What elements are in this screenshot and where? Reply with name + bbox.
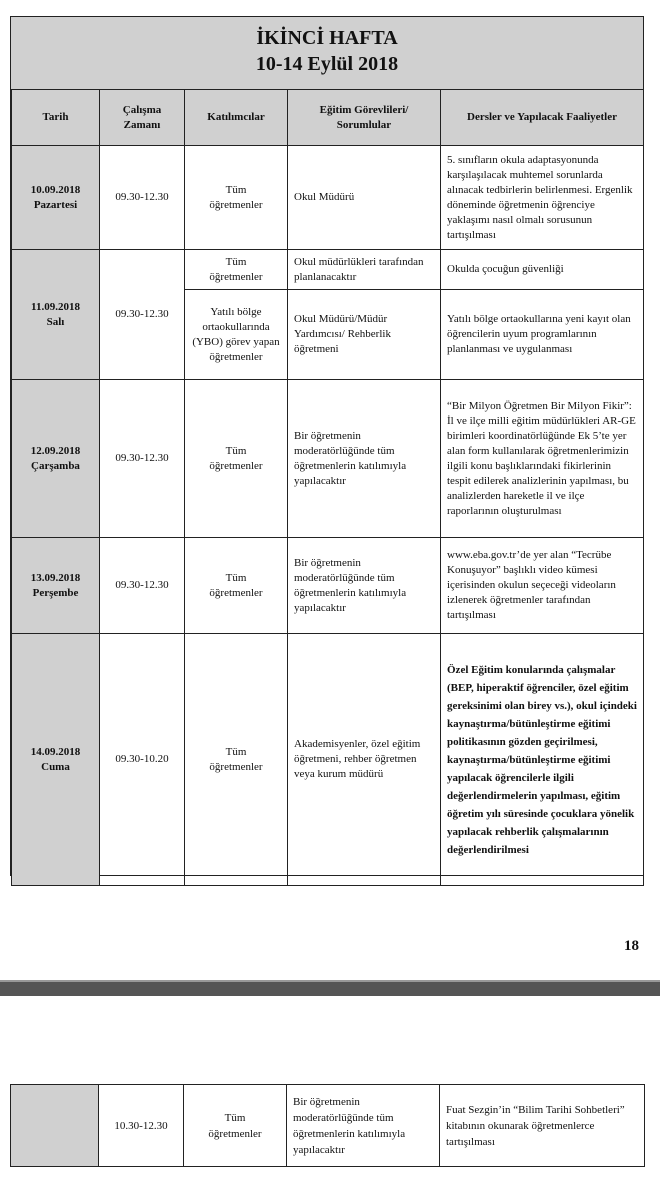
table-header-row	[12, 90, 644, 146]
row-responsible: Bir öğretmenin moderatörlüğünde tüm öğretmenlerin katılımıyla yapılacaktır	[287, 1085, 440, 1167]
row-activity: “Bir Milyon Öğretmen Bir Milyon Fikir”: İl ve ilçe milli eğitim müdürlükleri AR-GE birimleri koordinatörlüğünde Ek 5’te yer alan form kullanılarak öğretmenlerimizin ilgili konu başlıklarındaki fikirlerinin tespit edilerek analizlerinin yapılması, bu analizlerden hareketle il ve ilçe raporlarının oluşturulması	[441, 380, 644, 538]
col-header-time: Çalışma Zamanı	[100, 90, 185, 146]
row-responsible: Okul müdürlükleri tarafından planlanacaktır	[288, 250, 441, 290]
row-time: 09.30-12.30	[100, 146, 185, 250]
row-time: 09.30-10.20	[100, 634, 185, 886]
title-band	[11, 17, 643, 90]
schedule-table	[11, 89, 644, 886]
row-time: 10.30-12.30	[99, 1085, 184, 1167]
row-participants: Yatılı bölge ortaokullarında (YBO) görev yapan öğretmenler	[185, 290, 288, 380]
row-date: 12.09.2018 Çarşamba	[12, 380, 100, 538]
week-title: İKİNCİ HAFTA	[256, 27, 398, 49]
row-activity: Yatılı bölge ortaokullarına yeni kayıt olan öğrencilerin uyum programlarının planlanması ve uygulanması	[441, 290, 644, 380]
row-time: 09.30-12.30	[100, 380, 185, 538]
schedule-page	[10, 16, 644, 876]
col-header-participants: Katılımcılar	[185, 90, 288, 146]
page-divider	[0, 982, 660, 996]
table-row	[12, 146, 644, 250]
row-responsible: Bir öğretmenin moderatörlüğünde tüm öğretmenlerin katılımıyla yapılacaktır	[288, 380, 441, 538]
row-participants: Tüm öğretmenler	[184, 1085, 287, 1167]
row-activity: Fuat Sezgin’in “Bilim Tarihi Sohbetleri” kitabının okunarak öğretmenlerce tartışılması	[440, 1085, 645, 1167]
col-header-activities: Dersler ve Yapılacak Faaliyetler	[441, 90, 644, 146]
table-row	[12, 380, 644, 538]
row-activity: Özel Eğitim konularında çalışmalar (BEP, hiperaktif öğrenciler, özel eğitim gereksinimi olan birey vs.), okul içindeki kaynaştırma/bütünleştirme eğitimi politikasının gözden geçirilmesi, kaynaştırma/bütünleştirme eğitimi yapılacak öğrencilerle ilgili değerlendirmelerin yapılması, eğitim öğretim yılı süresinde çocuklara yönelik yapılacak rehberlik çalışmalarının değerlendirilmesi	[441, 634, 644, 886]
row-date: 10.09.2018 Pazartesi	[12, 146, 100, 250]
row-date: 11.09.2018 Salı	[12, 250, 100, 380]
continuation-table	[10, 1084, 645, 1167]
row-date: 14.09.2018 Cuma	[12, 634, 100, 886]
row-time: 09.30-12.30	[100, 250, 185, 380]
row-participants: Tüm öğretmenler	[185, 538, 288, 634]
row-activity: Okulda çocuğun güvenliği	[441, 250, 644, 290]
table-row	[12, 538, 644, 634]
page-number: 18	[624, 938, 639, 954]
row-responsible: Bir öğretmenin moderatörlüğünde tüm öğretmenlerin katılımıyla yapılacaktır	[288, 538, 441, 634]
week-dates: 10-14 Eylül 2018	[255, 53, 399, 75]
row-participants: Tüm öğretmenler	[185, 634, 288, 886]
table-row	[12, 250, 644, 290]
col-header-responsible: Eğitim Görevlileri/ Sorumlular	[288, 90, 441, 146]
row-responsible: Akademisyenler, özel eğitim öğretmeni, rehber öğretmen veya kurum müdürü	[288, 634, 441, 886]
col-header-date: Tarih	[12, 90, 100, 146]
table-row	[12, 634, 644, 886]
row-date	[11, 1085, 99, 1167]
row-activity: 5. sınıfların okula adaptasyonunda karşılaşılacak muhtemel sorunlarda alınacak tedbirlerin belirlenmesi. Ergenlik döneminde öğretmenin öğrenciye yaklaşımı nasıl olmalı sorusunun tartışılması	[441, 146, 644, 250]
row-participants: Tüm öğretmenler	[185, 250, 288, 290]
row-participants: Tüm öğretmenler	[185, 146, 288, 250]
row-participants: Tüm öğretmenler	[185, 380, 288, 538]
row-responsible: Okul Müdürü/Müdür Yardımcısı/ Rehberlik öğretmeni	[288, 290, 441, 380]
row-responsible: Okul Müdürü	[288, 146, 441, 250]
row-date: 13.09.2018 Perşembe	[12, 538, 100, 634]
table-row	[11, 1085, 645, 1167]
row-activity: www.eba.gov.tr’de yer alan “Tecrübe Konuşuyor” başlıklı video kümesi içerisinden okulun seçeceği videoların izlenerek öğretmenler tarafından tartışılması	[441, 538, 644, 634]
row-time: 09.30-12.30	[100, 538, 185, 634]
